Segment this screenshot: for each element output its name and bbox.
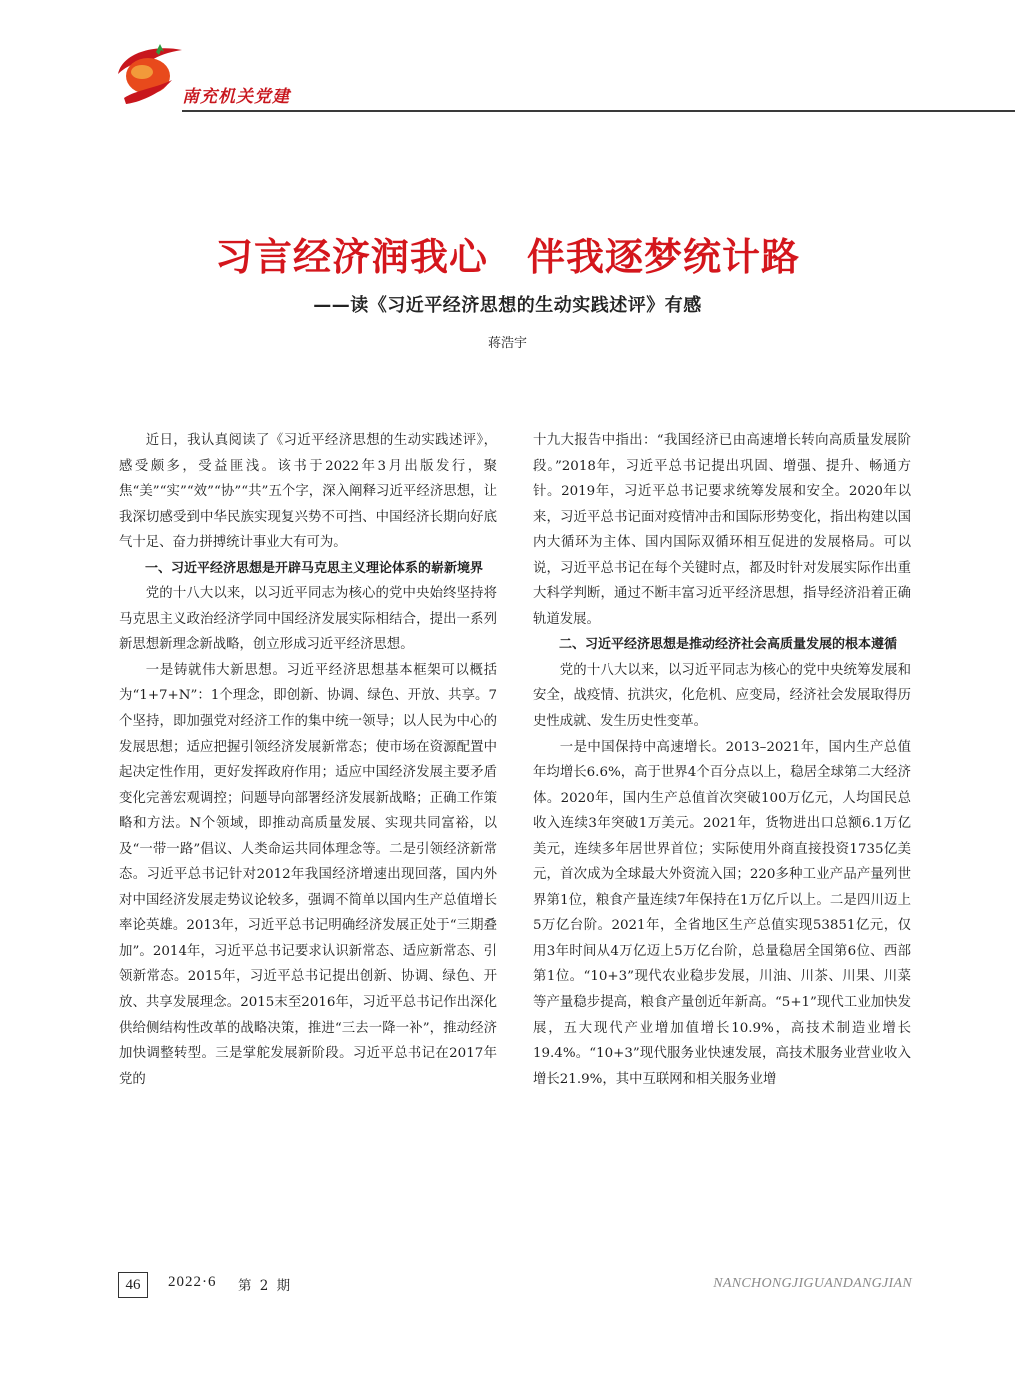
article-title: 习言经济润我心 伴我逐梦统计路 — [214, 234, 800, 279]
page-footer — [0, 1268, 1015, 1308]
paragraph: 党的十八大以来，以习近平同志为核心的党中央始终坚持将马克思主义政治经济学同中国经济发展实际相结合，提出一系列新思想新理念新战略，创立形成习近平经济思想。 — [119, 586, 497, 653]
paragraph: 一是铸就伟大新思想。习近平经济思想基本框架可以概括为“1+7+N”：1个理念，即创新、协调、绿色、开放、共享。7个坚持，即加强党对经济工作的集中统一领导；以人民为中心的发展思想；适应把握引领经济发展新常态；使市场在资源配置中起决定性作用，更好发挥政府作用；适应中国经济发展主要矛盾变化完善宏观调控；问题导向部署经济发展新战略；正确工作策略和方法。N个领域，即推动高质量发展、实现共同富裕，以及“一带一路”倡议、人类命运共同体理念等。二是引领经济新常态。习近平总书记针对2012年我国经济增速出现回落，国内外对中国经济发展走势议论较多，强调不简单以国内生产总值增长率论英雄。2013年，习近平总书记明确经济发展正处于“三期叠加”。2014年，习近平总书记要求认识新常态、适应新常态、引领新常态。2015年，习近平总书记提出创新、协调、绿色、开放、共享发展理念。2015末至2016年，习近平总书记作出深化供给侧结构性改革的战略决策，推进“三去一降一补”，推动经济加快调整转型。三是掌舵发展新阶段。习近平总书记在2017年党的 — [119, 662, 497, 1087]
paragraph: 党的十八大以来，以习近平同志为核心的党中央统筹发展和安全，战疫情、抗洪灾，化危机、应变局，经济社会发展取得历史性成就、发生历史性变革。 — [533, 662, 911, 730]
page-number: 46 — [118, 1272, 148, 1298]
journal-name: 南充机关党建 — [182, 87, 290, 107]
issue-number: 第 2 期 — [238, 1278, 293, 1294]
header-rule — [182, 110, 1015, 112]
paragraph: 十九大报告中指出：“我国经济已由高速增长转向高质量发展阶段。”2018年，习近平总书记提出巩固、增强、提升、畅通方针。2019年，习近平总书记要求统筹发展和安全。2020年以来，习近平总书记面对疫情冲击和国际形势变化，指出构建以国内大循环为主体、国内国际双循环相互促进的发展格局。可以说，习近平总书记在每个关键时点，都及时针对发展实际作出重大科学判断，通过不断丰富习近平经济思想，指导经济沿着正确轨道发展。 — [533, 433, 911, 627]
page-header — [0, 0, 1015, 120]
paragraph: 一是中国保持中高速增长。2013–2021年，国内生产总值年均增长6.6%，高于世界4个百分点以上，稳居全球第二大经济体。2020年，国内生产总值首次突破100万亿元，人均国民总收入连续3年突破1万美元。2021年，货物进出口总额6.1万亿美元，连续多年居世界首位；实际使用外商直接投资1735亿美元，首次成为全球最大外资流入国；220多种工业产品产量列世界第1位，粮食产量连续7年保持在1万亿斤以上。二是四川迈上5万亿台阶。2021年，全省地区生产总值实现53851亿元，仅用3年时间从4万亿迈上5万亿台阶，总量稳居全国第6位、西部第1位。“10+3”现代农业稳步发展，川油、川茶、川果、川菜等产量稳步提高，粮食产量创近年新高。“5+1”现代工业加快发展，五大现代产业增加值增长10.9%，高技术制造业增长19.4%。“10+3”现代服务业快速发展，高技术服务业营业收入增长21.9%，其中互联网和相关服务业增 — [533, 739, 911, 1087]
right-column — [533, 428, 911, 1092]
paragraph: 近日，我认真阅读了《习近平经济思想的生动实践述评》，感受颇多，受益匪浅。该书于2022年3月出版发行，聚焦“美”“实”“效”“协”“共”五个字，深入阐释习近平经济思想，让我深切感受到中华民族实现复兴势不可挡、中国经济长期向好底气十足、奋力拼搏统计事业大有可为。 — [119, 433, 497, 551]
journal-logo-icon — [112, 40, 192, 112]
left-column — [119, 428, 497, 1092]
section-heading: 一、习近平经济思想是开辟马克思主义理论体系的崭新境界 — [145, 560, 484, 576]
footer-brand: NANCHONGJIGUANDANGJIAN — [713, 1276, 912, 1291]
section-heading: 二、习近平经济思想是推动经济社会高质量发展的根本遵循 — [559, 637, 898, 653]
article-subtitle: ——读《习近平经济思想的生动实践述评》有感 — [313, 295, 702, 316]
issue-date: 2022·6 — [168, 1274, 217, 1290]
article-author: 蒋浩宇 — [487, 336, 527, 351]
